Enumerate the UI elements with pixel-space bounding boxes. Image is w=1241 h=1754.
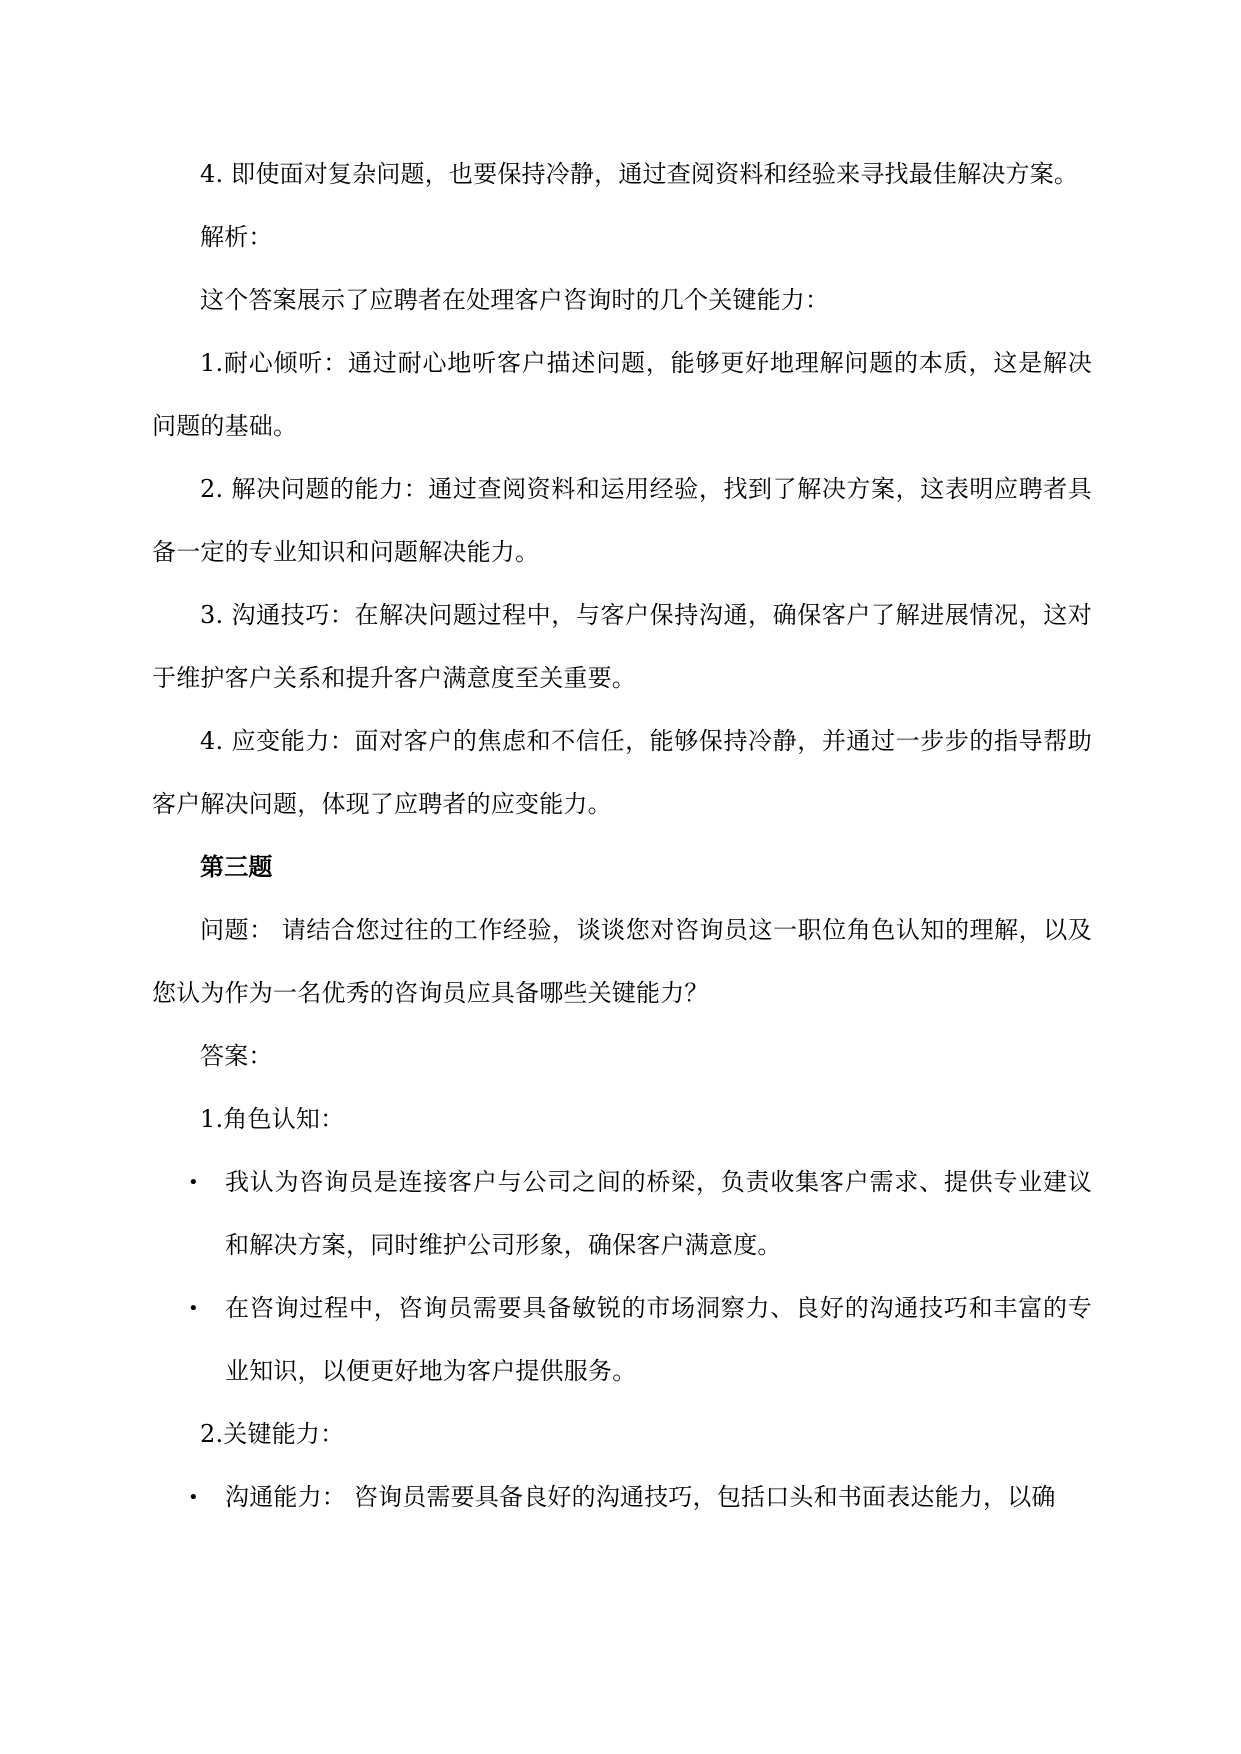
part2-title: 2.关键能力： — [200, 1420, 345, 1448]
document-body — [152, 143, 1092, 1529]
list-item — [188, 1277, 1092, 1403]
bullet-icon: • — [188, 1172, 199, 1193]
part1-bullet-list — [152, 1151, 1092, 1403]
list-item-text: 我认为咨询员是连接客户与公司之间的桥梁，负责收集客户需求、提供专业建议和解决方案，同时维护公司形象，确保客户满意度。 — [225, 1168, 1092, 1259]
part1-title: 1.角色认知： — [200, 1105, 345, 1133]
question-text: 问题： 请结合您过往的工作经验，谈谈您对咨询员这一职位角色认知的理解，以及您认为作为一名优秀的咨询员应具备哪些关键能力？ — [152, 916, 1092, 1007]
analysis-point-2: 2. 解决问题的能力：通过查阅资料和运用经验，找到了解决方案，这表明应聘者具备一定的专业知识和问题解决能力。 — [152, 475, 1092, 566]
list-item — [188, 1151, 1092, 1277]
list-item-text: 在咨询过程中，咨询员需要具备敏锐的市场洞察力、良好的沟通技巧和丰富的专业知识，以便更好地为客户提供服务。 — [225, 1294, 1092, 1385]
paragraph-step-4: 4. 即使面对复杂问题，也要保持冷静，通过查阅资料和经验来寻找最佳解决方案。 — [200, 160, 1079, 188]
section-heading: 第三题 — [200, 853, 273, 881]
part2-bullet-list — [152, 1466, 1092, 1529]
analysis-point-1: 1.耐心倾听：通过耐心地听客户描述问题，能够更好地理解问题的本质，这是解决问题的基础。 — [152, 349, 1092, 440]
list-item-text: 沟通能力： 咨询员需要具备良好的沟通技巧，包括口头和书面表达能力，以确 — [225, 1483, 1056, 1511]
analysis-intro: 这个答案展示了应聘者在处理客户咨询时的几个关键能力： — [200, 286, 830, 314]
bullet-icon: • — [188, 1298, 199, 1319]
answer-label: 答案： — [200, 1042, 273, 1070]
list-item — [188, 1466, 1092, 1529]
analysis-point-3: 3. 沟通技巧：在解决问题过程中，与客户保持沟通，确保客户了解进展情况，这对于维护客户关系和提升客户满意度至关重要。 — [152, 601, 1092, 692]
bullet-icon: • — [188, 1487, 199, 1508]
analysis-label: 解析： — [200, 223, 273, 251]
analysis-point-4: 4. 应变能力：面对客户的焦虑和不信任，能够保持冷静，并通过一步步的指导帮助客户解决问题，体现了应聘者的应变能力。 — [152, 727, 1092, 818]
